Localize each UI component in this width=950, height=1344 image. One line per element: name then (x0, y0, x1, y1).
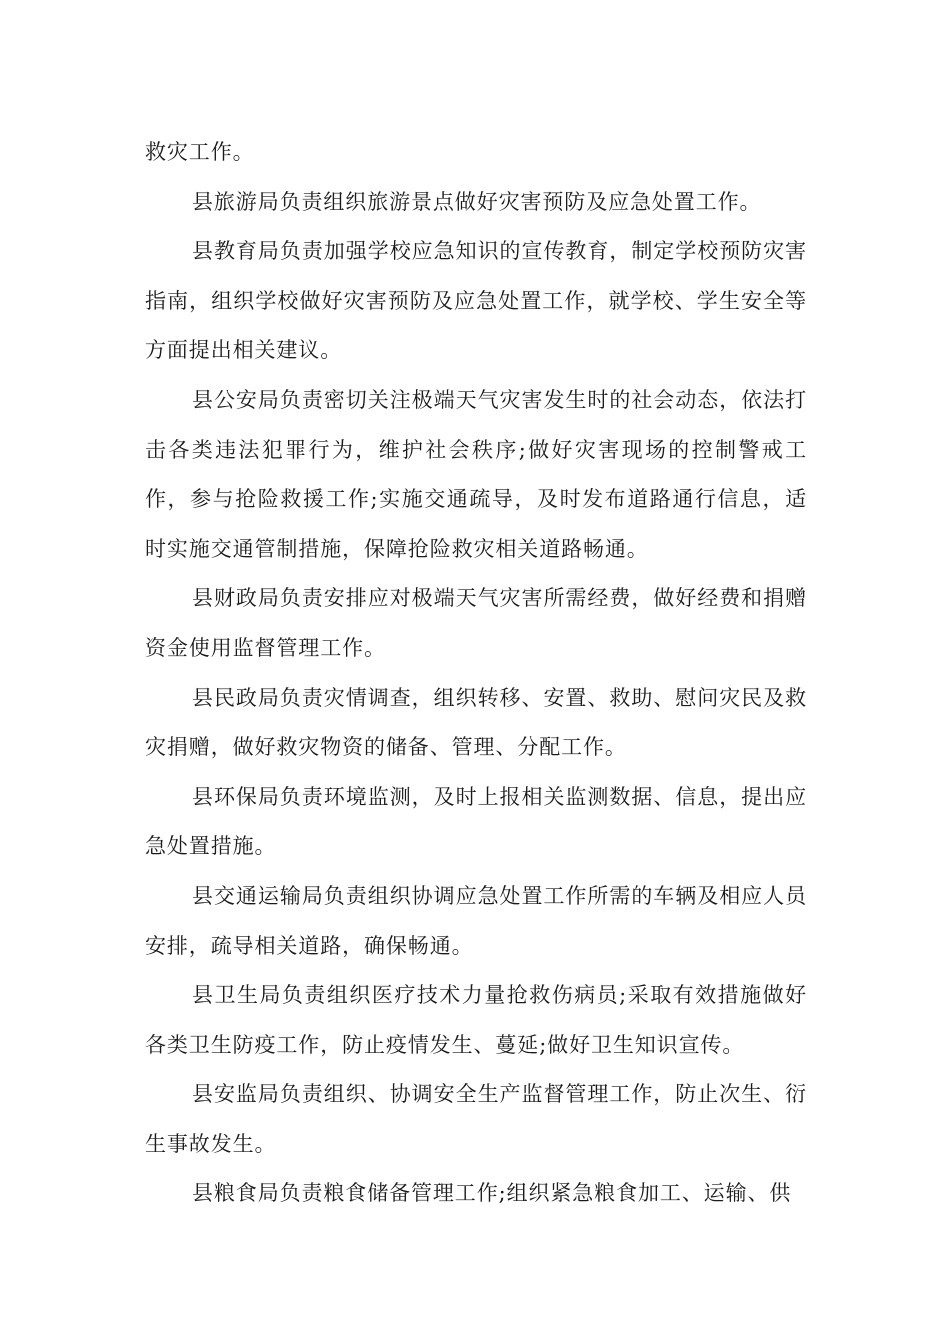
paragraph: 县旅游局负责组织旅游景点做好灾害预防及应急处置工作。 (192, 189, 762, 214)
paragraph: 县财政局负责安排应对极端天气灾害所需经费，做好经费和捐赠资金使用监督管理工作。 (145, 586, 807, 660)
paragraph: 县安监局负责组织、协调安全生产监督管理工作，防止次生、衍生事故发生。 (145, 1082, 807, 1156)
paragraph: 县卫生局负责组织医疗技术力量抢救伤病员;采取有效措施做好各类卫生防疫工作，防止疫情发生、蔓延;做好卫生知识宣传。 (145, 983, 807, 1057)
document-body (145, 128, 807, 1219)
paragraph: 县教育局负责加强学校应急知识的宣传教育，制定学校预防灾害指南，组织学校做好灾害预防及应急处置工作，就学校、学生安全等方面提出相关建议。 (145, 239, 807, 363)
paragraph: 县民政局负责灾情调查，组织转移、安置、救助、慰问灾民及救灾捐赠，做好救灾物资的储备、管理、分配工作。 (145, 685, 807, 760)
paragraph: 县交通运输局负责组织协调应急处置工作所需的车辆及相应人员安排，疏导相关道路，确保畅通。 (145, 883, 807, 958)
paragraph: 县公安局负责密切关注极端天气灾害发生时的社会动态，依法打击各类违法犯罪行为，维护社会秩序;做好灾害现场的控制警戒工作，参与抢险救援工作;实施交通疏导，及时发布道路通行信息，适时实施交通管制措施，保障抢险救灾相关道路畅通。 (145, 387, 807, 561)
paragraph: 县粮食局负责粮食储备管理工作;组织紧急粮食加工、运输、供 (192, 1181, 792, 1206)
paragraph: 救灾工作。 (145, 140, 255, 164)
paragraph: 县环保局负责环境监测，及时上报相关监测数据、信息，提出应急处置措施。 (145, 784, 807, 859)
